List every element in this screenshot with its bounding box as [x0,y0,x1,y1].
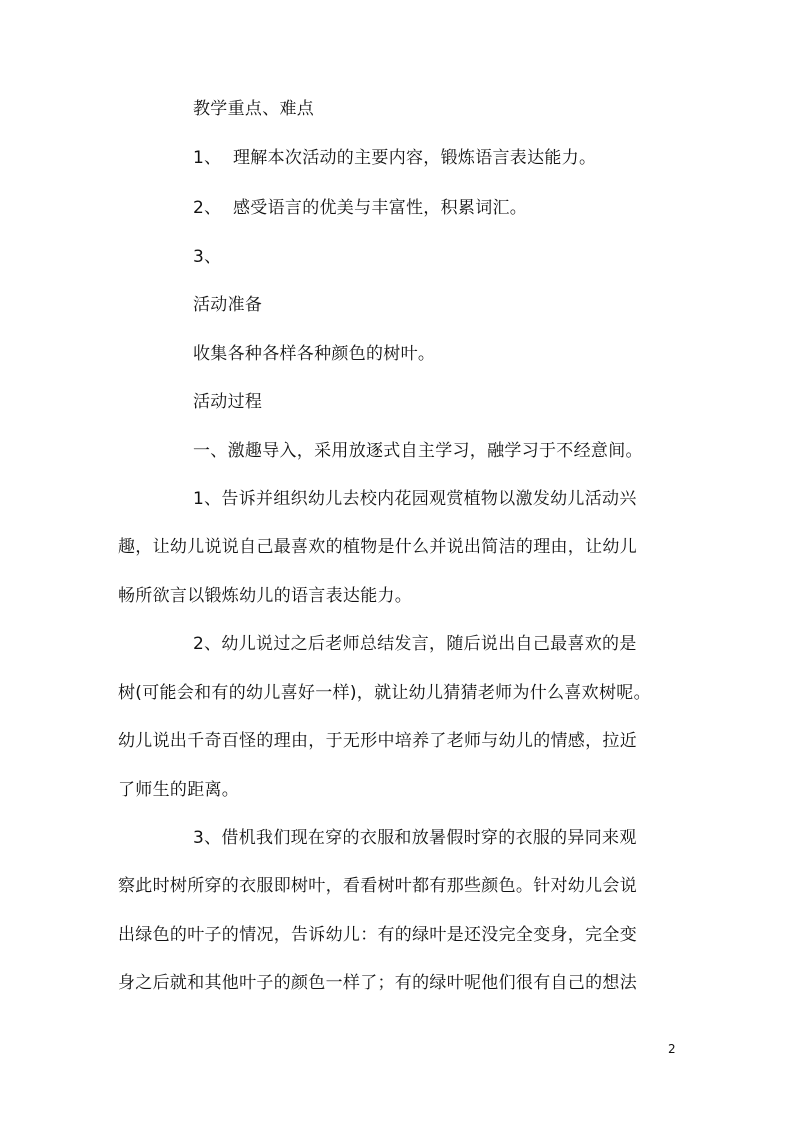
key-point-2 [193,196,527,220]
key-point-text: 感受语言的优美与丰富性，积累词汇。 [233,198,528,218]
step3-line: 身之后就和其他叶子的颜色一样了；有的绿叶呢他们很有自己的想法 [118,973,637,993]
step3-line: 察此时树所穿的衣服即树叶，看看树叶都有那些颜色。针对幼儿会说 [118,876,637,896]
section-heading-key-points: 教学重点、难点 [193,99,315,119]
step1-line: 畅所欲言以锻炼幼儿的语言表达能力。 [118,586,413,606]
section-heading-process: 活动过程 [193,392,263,412]
step2-line: 幼儿说出千奇百怪的理由，于无形中培养了老师与幼儿的情感，拉近 [118,731,637,751]
step2-line: 了师生的距离。 [118,780,240,800]
key-point-3 [193,245,233,269]
key-point-1 [193,146,596,170]
key-point-number: 3、 [193,247,222,267]
page-number: 2 [668,1042,676,1056]
step1-line: 1、告诉并组织幼儿去校内花园观赏植物以激发幼儿活动兴 [193,489,637,509]
process-intro: 一、激趣导入，采用放逐式自主学习，融学习于不经意间。 [193,441,643,461]
section-heading-preparation: 活动准备 [193,295,263,315]
preparation-text: 收集各种各样各种颜色的树叶。 [193,344,436,364]
step2-line: 树(可能会和有的幼儿喜好一样)，就让幼儿猜猜老师为什么喜欢树呢。 [118,683,651,703]
key-point-text: 理解本次活动的主要内容，锻炼语言表达能力。 [233,148,597,168]
step3-line: 3、借机我们现在穿的衣服和放暑假时穿的衣服的异同来观 [193,828,637,848]
step3-line: 出绿色的叶子的情况，告诉幼儿：有的绿叶是还没完全变身，完全变 [118,925,637,945]
step2-line: 2、幼儿说过之后老师总结发言，随后说出自己最喜欢的是 [193,634,637,654]
key-point-number: 2、 [193,198,222,218]
step1-line: 趣，让幼儿说说自己最喜欢的植物是什么并说出简洁的理由，让幼儿 [118,537,637,557]
key-point-number: 1、 [193,148,222,168]
